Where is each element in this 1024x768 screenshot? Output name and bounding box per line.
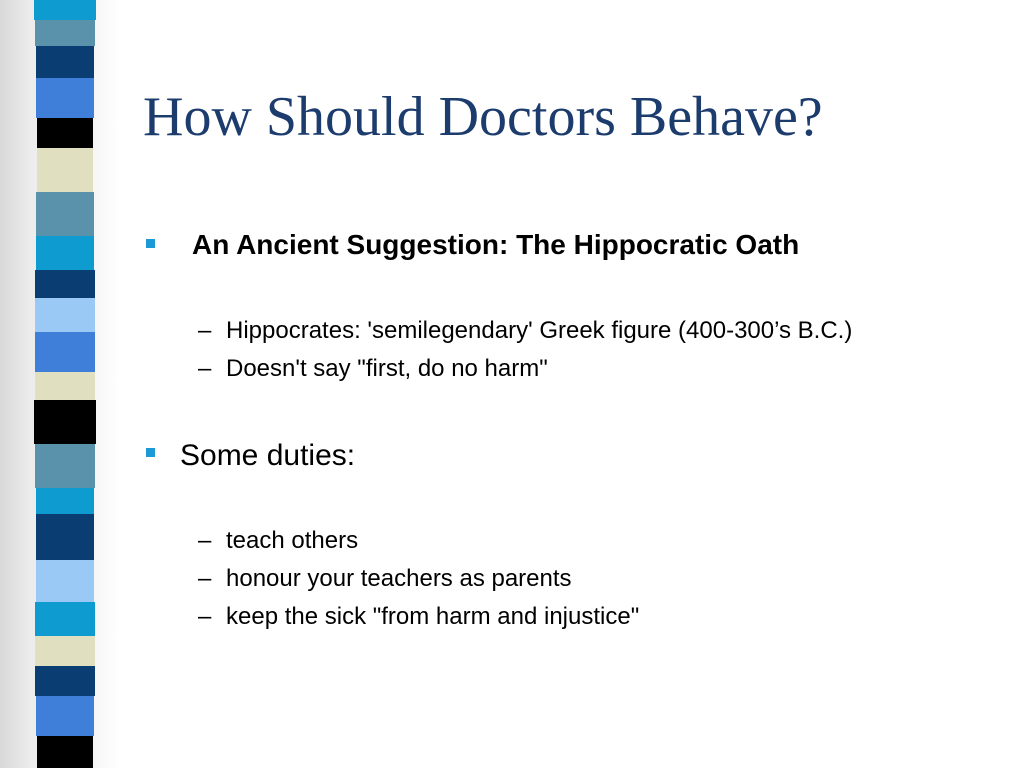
sub-bullet-text: honour your teachers as parents: [226, 565, 572, 592]
bullet-text: Some duties:: [180, 439, 356, 472]
sub-bullet-text: Hippocrates: 'semilegendary' Greek figure (400-300’s B.C.): [226, 317, 853, 344]
square-bullet-icon: [146, 448, 155, 457]
dash-bullet-icon: –: [198, 317, 212, 344]
sub-bullet-text: keep the sick "from harm and injustice": [226, 603, 640, 630]
decorative-stripe-strip: [0, 0, 120, 768]
sub-bullet-text: Doesn't say "first, do no harm": [226, 355, 548, 382]
dash-bullet-icon: –: [198, 603, 212, 630]
sub-bullet-text: teach others: [226, 527, 359, 554]
bullet-text: An Ancient Suggestion: The Hippocratic Oath: [192, 229, 800, 260]
dash-bullet-icon: –: [198, 355, 212, 382]
dash-bullet-icon: –: [198, 527, 212, 554]
slide-title: How Should Doctors Behave?: [143, 86, 823, 148]
dash-bullet-icon: –: [198, 565, 212, 592]
square-bullet-icon: [146, 239, 155, 248]
